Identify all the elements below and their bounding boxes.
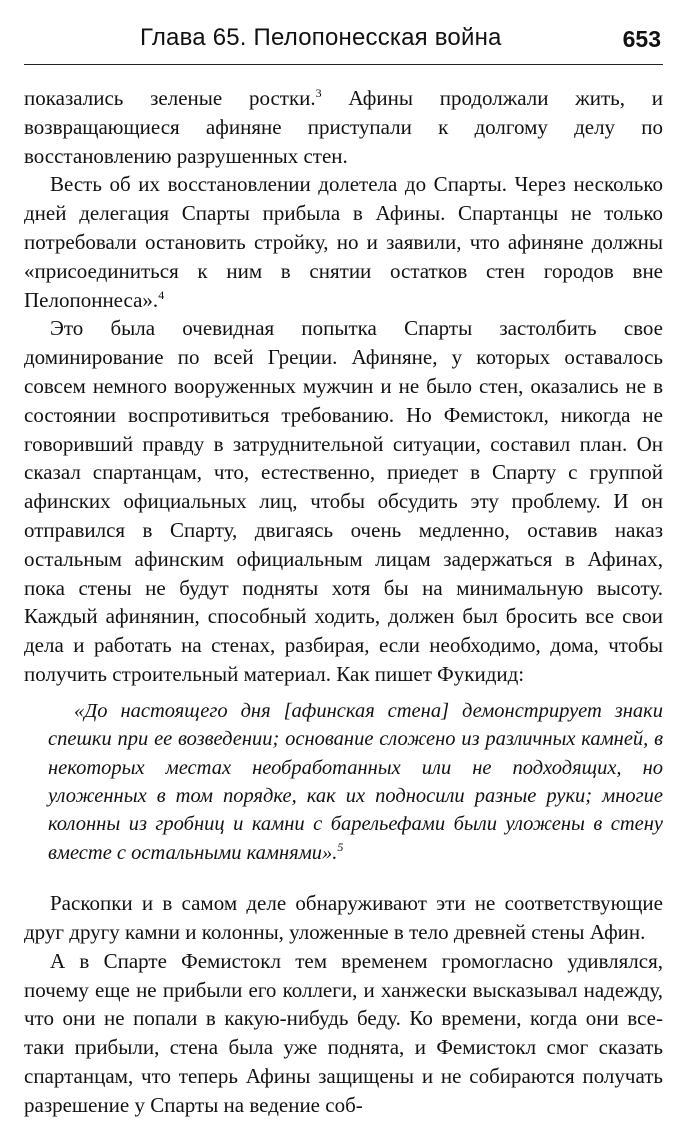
paragraph-5 <box>24 947 663 1120</box>
running-header <box>24 18 663 65</box>
quote-paragraph <box>48 697 663 867</box>
paragraph-3 <box>24 314 663 688</box>
paragraph-3-text: Это была очевидная попытка Спарты застолбить свое доминирование по всей Греции. Афиняне, у которых оставалось совсем немного вооруженных мужчин и не было стен, оказались не в состоянии воспротивиться требованию. Но Фемистокл, никогда не говоривший правду в затруднительной ситуации, составил план. Он сказал спартанцам, что, естественно, приедет в Спарту с группой афинских официальных лиц, чтобы обсудить эту проблему. И он отправился в Спарту, двигаясь очень медленно, оставив наказ остальным афинским официальным лицам задержаться в Афинах, пока стены не будут подняты хотя бы на минимальную высоту. Каждый афинянин, способный ходить, должен был бросить все свои дела и работать на стенах, разбирая, если необходимо, дома, чтобы получить строительный материал. Как пишет Фукидид: <box>24 316 663 686</box>
paragraph-1-tail: Афины продолжали жить, и возвращающиеся афиняне приступали к долгому делу по восстановлению разрушенных стен. <box>24 86 663 168</box>
chapter-title: Глава 65. Пелопонесская война <box>140 24 502 51</box>
paragraph-2-text: Весть об их восстановлении долетела до Спарты. Через несколько дней делегация Спарты прибыла в Афины. Спартанцы не только потребовали остановить стройку, но и заявили, что афиняне должны «присоединиться к ним в снятии остатков стен городов вне Пелопоннеса». <box>24 172 663 312</box>
page-number: 653 <box>622 26 661 52</box>
footnote-ref-3: 3 <box>315 86 322 100</box>
block-quote <box>48 697 663 867</box>
paragraph-2 <box>24 170 663 314</box>
paragraph-4-text: Раскопки и в самом деле обнаруживают эти не соответствующие друг другу камни и колонны, уложенные в тело древней стены Афин. <box>24 891 663 944</box>
footnote-ref-4: 4 <box>158 287 165 302</box>
footnote-ref-5: 5 <box>337 839 344 854</box>
paragraph-5-text: А в Спарте Фемистокл тем временем громогласно удивлялся, почему еще не прибыли его коллеги, и ханжески высказывал надежду, что они не попали в какую-нибудь беду. Ко времени, когда они все-таки прибыли, стена была уже поднята, и Фемистокл смог сказать спартанцам, что теперь Афины защищены и не собираются получать разрешение у Спарты на ведение соб- <box>24 948 663 1117</box>
paragraph-1-text: показались зеленые ростки. <box>24 86 316 110</box>
paragraph-1 <box>24 84 663 170</box>
quote-text: «До настоящего дня [афинская стена] демонстрирует знаки спешки при ее возведении; основание сложено из различных камней, в некоторых местах необработанных или не подходящих, но уложенных в том порядке, как их подносили разные руки; многие колонны из гробниц и камни с барельефами были уложены в стену вместе с остальными камнями». <box>48 699 663 864</box>
page-body <box>24 84 663 1120</box>
paragraph-4 <box>24 889 663 947</box>
